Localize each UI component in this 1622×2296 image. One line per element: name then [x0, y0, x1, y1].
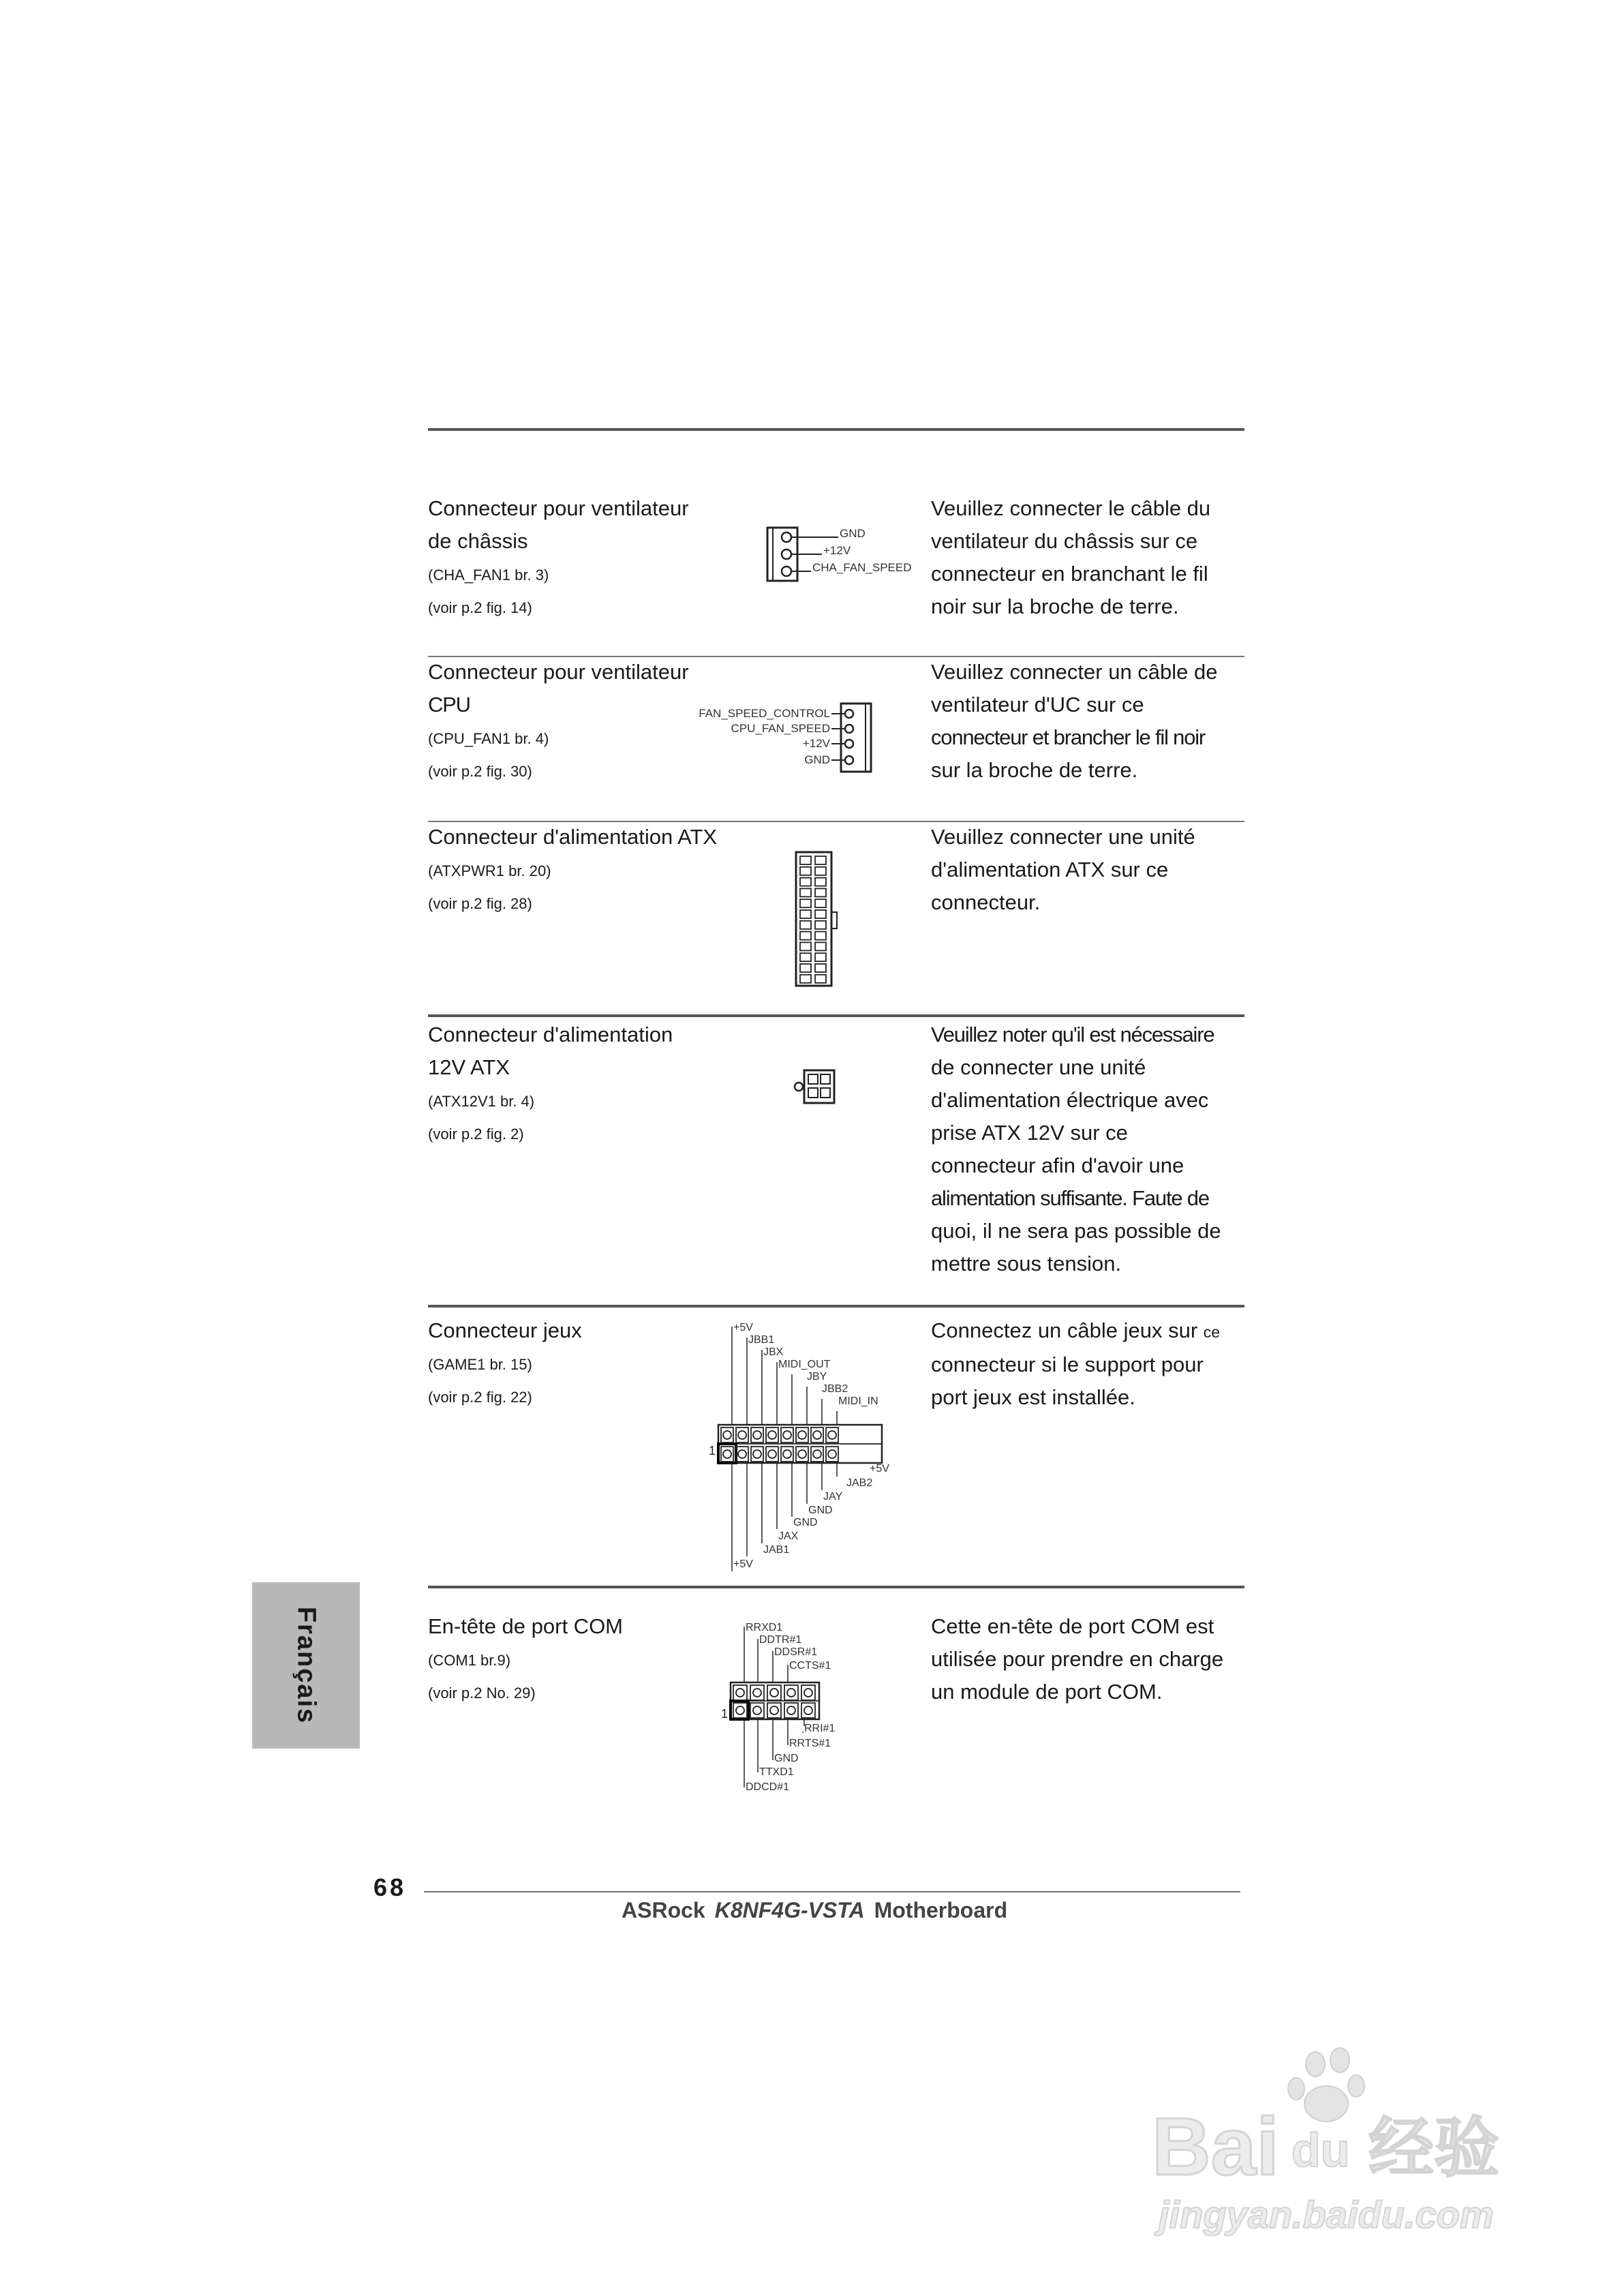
pin-label: MIDI_IN	[838, 1395, 878, 1407]
pin-label: JAX	[778, 1530, 799, 1542]
pin-label: FAN_SPEED_CONTROL	[699, 707, 830, 720]
description-line: sur la broche de terre.	[931, 758, 1138, 782]
description-line: Cette en-tête de port COM est	[931, 1614, 1214, 1638]
connector-pin	[815, 942, 826, 950]
section-title-line: CPU	[428, 693, 470, 716]
description-line: Veuillez connecter le câble du	[931, 496, 1211, 520]
connector-pin	[815, 910, 826, 918]
connector-pin	[800, 867, 811, 875]
figure-ref: (voir p.2 fig. 22)	[428, 1389, 532, 1406]
pin-label: GND	[793, 1517, 818, 1528]
footer-title	[622, 1898, 1007, 1923]
figure-ref: (voir p.2 fig. 30)	[428, 763, 532, 780]
pin-label: DDCD#1	[746, 1781, 790, 1793]
figure-ref: (voir p.2 fig. 28)	[428, 895, 532, 912]
footer-brand: ASRock	[622, 1898, 705, 1922]
connector-pin	[800, 964, 811, 972]
description-line	[931, 1314, 1251, 1348]
pin-label: +12V	[823, 544, 851, 557]
pin-one-label: 1	[721, 1707, 729, 1721]
description-line: un module de port COM.	[931, 1680, 1163, 1704]
atx12v-connector-diagram	[791, 1068, 840, 1106]
description-line: d'alimentation électrique avec	[931, 1088, 1209, 1112]
section-description	[931, 492, 1251, 623]
connector-pin	[800, 899, 811, 907]
com-port-connector-diagram	[718, 1617, 882, 1796]
pin-label: CCTS#1	[789, 1660, 831, 1672]
section-description	[931, 656, 1251, 787]
connector-pin	[800, 975, 811, 983]
footer-suffix: Motherboard	[874, 1898, 1008, 1922]
page-number: 68	[373, 1873, 407, 1901]
description-line: connecteur afin d'avoir une	[931, 1153, 1184, 1177]
atx-power-connector-diagram	[793, 849, 841, 990]
pin-label: GND	[774, 1753, 799, 1764]
pin-label: GND	[804, 753, 830, 766]
game-port-connector-diagram	[705, 1314, 916, 1580]
description-line: Veuillez connecter un câble de	[931, 660, 1218, 684]
watermark-url: jingyan.baidu.com	[1159, 2193, 1494, 2236]
section-title-line: Connecteur pour ventilateur	[428, 496, 689, 520]
connector-ref: (ATXPWR1 br. 20)	[428, 862, 551, 879]
connector-pin	[815, 932, 826, 940]
pin-label: TTXD1	[759, 1766, 794, 1778]
pin-label: JAB2	[846, 1477, 873, 1489]
connector-pin	[815, 888, 826, 896]
section-divider	[428, 1586, 1244, 1588]
description-line: connecteur.	[931, 890, 1041, 914]
description-line: alimentation suffisante. Faute de	[931, 1186, 1209, 1210]
language-tab-label: Français	[292, 1606, 321, 1725]
pin-label: JAB1	[763, 1544, 790, 1556]
description-line: connecteur si le support pour	[931, 1353, 1204, 1376]
watermark-main: Bai	[1152, 2101, 1279, 2192]
pin-label: +5V	[733, 1558, 753, 1570]
section-divider	[428, 1305, 1244, 1308]
pin-one-label: 1	[709, 1444, 716, 1457]
pin-label: DDSR#1	[774, 1646, 818, 1658]
pin-label: MIDI_OUT	[778, 1359, 831, 1370]
cha-fan-connector-diagram	[763, 525, 927, 586]
connector-pin	[815, 921, 826, 929]
cpu-fan-connector-diagram	[682, 701, 886, 785]
pin-label: CPU_FAN_SPEED	[731, 722, 830, 735]
description-line: quoi, il ne sera pas possible de	[931, 1219, 1221, 1243]
connector-ref: (GAME1 br. 15)	[428, 1356, 532, 1373]
pin-label: RRI#1	[804, 1723, 836, 1734]
section-description	[931, 1610, 1251, 1708]
connector-pin	[800, 878, 811, 886]
description-line: mettre sous tension.	[931, 1252, 1122, 1275]
connector-pin	[800, 932, 811, 940]
figure-ref: (voir p.2 fig. 14)	[428, 599, 532, 616]
section-title-line: En-tête de port COM	[428, 1614, 624, 1638]
section-title-line: de châssis	[428, 529, 528, 553]
description-line: connecteur et brancher le fil noir	[931, 725, 1206, 749]
pin-label: RRXD1	[746, 1622, 783, 1633]
pin-label: GND	[840, 527, 866, 540]
footer-model: K8NF4G-VSTA	[714, 1898, 865, 1922]
pin-label: JBB1	[748, 1334, 775, 1346]
connector-pin	[815, 867, 826, 875]
description-line: de connecter une unité	[931, 1055, 1146, 1079]
description-line: ventilateur d'UC sur ce	[931, 693, 1144, 716]
description-line: port jeux est installée.	[931, 1385, 1135, 1409]
connector-pin	[800, 953, 811, 961]
description-line: prise ATX 12V sur ce	[931, 1121, 1128, 1145]
section-title-line: Connecteur d'alimentation ATX	[428, 825, 718, 849]
description-line: utilisée pour prendre en charge	[931, 1647, 1224, 1671]
description-line: ventilateur du châssis sur ce	[931, 529, 1198, 553]
connector-ref: (CHA_FAN1 br. 3)	[428, 567, 549, 584]
connector-pin	[800, 942, 811, 950]
section-description	[931, 821, 1251, 919]
watermark-cn: 经验	[1368, 2112, 1499, 2185]
description-line: Veuillez noter qu'il est nécessaire	[931, 1023, 1214, 1046]
connector-ref: (ATX12V1 br. 4)	[428, 1093, 535, 1110]
pin-label: +5V	[870, 1463, 889, 1475]
connector-pin	[815, 964, 826, 972]
section-description	[931, 1314, 1251, 1414]
connector-pin	[815, 953, 826, 961]
section-divider	[428, 1014, 1244, 1017]
description-line: d'alimentation ATX sur ce	[931, 858, 1169, 881]
pin-label: +12V	[802, 737, 830, 750]
description-text-small: ce	[1203, 1323, 1221, 1341]
connector-pin	[800, 888, 811, 896]
connector-ref: (COM1 br.9)	[428, 1652, 511, 1669]
connector-pin	[815, 899, 826, 907]
pin-label: JBX	[763, 1346, 784, 1358]
pin-label: GND	[808, 1505, 833, 1516]
connector-pin	[815, 975, 826, 983]
pin-label: JBY	[807, 1371, 827, 1383]
section-title-line: Connecteur jeux	[428, 1318, 582, 1342]
section-title-line: Connecteur d'alimentation	[428, 1023, 673, 1046]
baidu-watermark	[1152, 2045, 1533, 2250]
connector-ref: (CPU_FAN1 br. 4)	[428, 730, 549, 747]
top-rule	[428, 428, 1244, 431]
connector-pin	[815, 878, 826, 886]
pin-label: RRTS#1	[789, 1738, 831, 1749]
footer-rule	[424, 1891, 1240, 1892]
pin-label: JAY	[823, 1491, 843, 1502]
description-line: connecteur en branchant le fil	[931, 562, 1208, 586]
section-description	[931, 1018, 1251, 1280]
description-line: noir sur la broche de terre.	[931, 594, 1179, 618]
connector-pin	[800, 856, 811, 864]
connector-pin	[800, 921, 811, 929]
pin-label: +5V	[733, 1322, 753, 1333]
description-line: Veuillez connecter une unité	[931, 825, 1195, 849]
description-text: Connectez un câble jeux sur	[931, 1318, 1204, 1342]
figure-ref: (voir p.2 fig. 2)	[428, 1126, 524, 1143]
watermark-du: du	[1291, 2124, 1350, 2177]
language-tab	[252, 1582, 360, 1749]
connector-pin	[815, 856, 826, 864]
pin-label: CHA_FAN_SPEED	[812, 561, 912, 574]
section-title-line: Connecteur pour ventilateur	[428, 660, 689, 684]
pin-label: DDTR#1	[759, 1634, 802, 1646]
section-title-line: 12V ATX	[428, 1055, 510, 1079]
connector-pin	[800, 910, 811, 918]
pin-label: JBB2	[822, 1383, 848, 1395]
figure-ref: (voir p.2 No. 29)	[428, 1685, 536, 1702]
